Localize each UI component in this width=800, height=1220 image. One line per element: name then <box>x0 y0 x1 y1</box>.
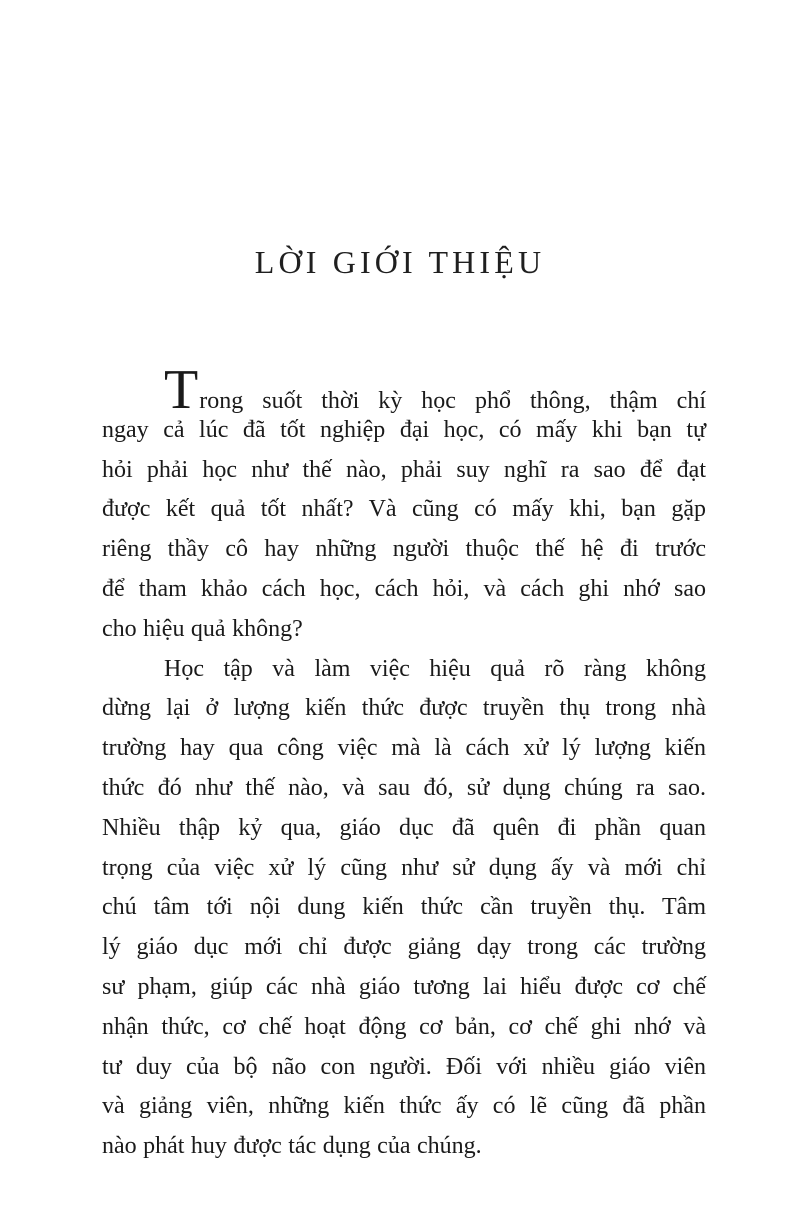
text-line: được kết quả tốt nhất? Và cũng có mấy khi, bạn gặp <box>102 496 706 523</box>
initial-capital: T <box>164 359 199 421</box>
text-line: nhận thức, cơ chế hoạt động cơ bản, cơ chế ghi nhớ và <box>102 1013 706 1040</box>
paragraph <box>102 650 706 1167</box>
text-line: cho hiệu quả không? <box>102 615 303 642</box>
text-line: tư duy của bộ não con người. Đối với nhiều giáo viên <box>102 1053 706 1080</box>
text-line: chú tâm tới nội dung kiến thức cần truyền thụ. Tâm <box>102 894 706 921</box>
text-line: thức đó như thế nào, và sau đó, sử dụng chúng ra sao. <box>102 774 706 801</box>
text-line: Nhiều thập kỷ qua, giáo dục đã quên đi phần quan <box>102 814 706 841</box>
text-line: để tham khảo cách học, cách hỏi, và cách ghi nhớ sao <box>102 575 706 602</box>
text-line: hỏi phải học như thế nào, phải suy nghĩ ra sao để đạt <box>102 456 706 483</box>
text-line: ngay cả lúc đã tốt nghiệp đại học, có mấy khi bạn tự <box>102 416 706 443</box>
text-line: lý giáo dục mới chỉ được giảng dạy trong các trường <box>102 934 706 961</box>
chapter-title: LỜI GIỚI THIỆU <box>254 244 546 280</box>
text-line: trường hay qua công việc mà là cách xử lý lượng kiến <box>102 735 706 762</box>
paragraph <box>102 359 706 650</box>
text-line: riêng thầy cô hay những người thuộc thế hệ đi trước <box>102 536 706 563</box>
text-line: Trong suốt thời kỳ học phổ thông, thậm chí <box>164 359 706 421</box>
text-line: Học tập và làm việc hiệu quả rõ ràng không <box>164 655 706 682</box>
text-line: trọng của việc xử lý cũng như sử dụng ấy và mới chỉ <box>102 854 706 881</box>
text-line: dừng lại ở lượng kiến thức được truyền thụ trong nhà <box>102 695 706 722</box>
text-line: sư phạm, giúp các nhà giáo tương lai hiểu được cơ chế <box>102 973 706 1000</box>
text-line: nào phát huy được tác dụng của chúng. <box>102 1133 482 1160</box>
body-text-block <box>102 359 706 1167</box>
text-line: và giảng viên, những kiến thức ấy có lẽ cũng đã phần <box>102 1093 706 1120</box>
